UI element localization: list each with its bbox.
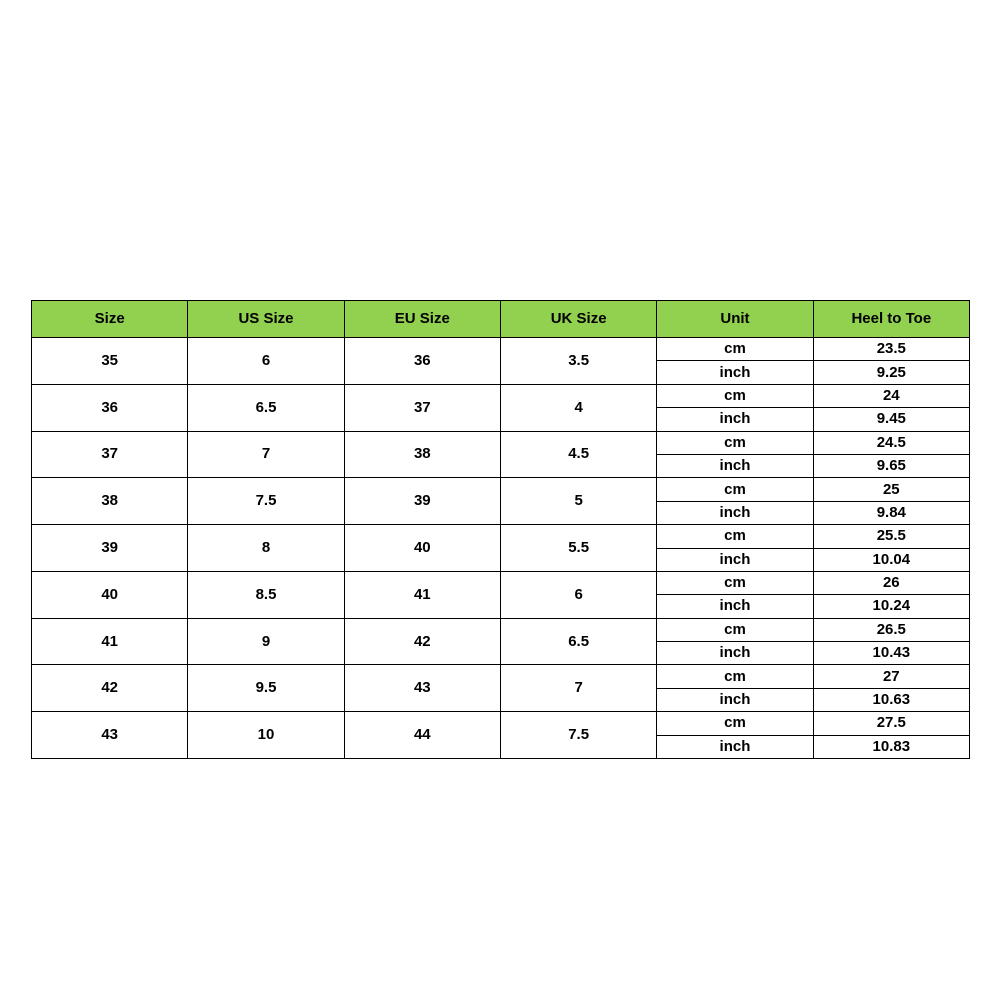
eu-size-cell: 42 xyxy=(344,618,500,665)
unit-cell: cm xyxy=(657,338,813,361)
heel-to-toe-cell: 10.83 xyxy=(813,735,969,758)
heel-to-toe-cell: 26 xyxy=(813,571,969,594)
uk-size-cell: 7.5 xyxy=(500,712,656,759)
heel-to-toe-cell: 27.5 xyxy=(813,712,969,735)
table-row xyxy=(32,431,970,454)
unit-cell: cm xyxy=(657,431,813,454)
unit-cell: cm xyxy=(657,618,813,641)
us-size-cell: 7.5 xyxy=(188,478,344,525)
heel-to-toe-cell: 10.43 xyxy=(813,642,969,665)
table-row xyxy=(32,338,970,361)
table-row xyxy=(32,571,970,594)
unit-cell: inch xyxy=(657,735,813,758)
header-unit: Unit xyxy=(657,301,813,338)
header-us-size: US Size xyxy=(188,301,344,338)
table-row xyxy=(32,712,970,735)
uk-size-cell: 5 xyxy=(500,478,656,525)
uk-size-cell: 4 xyxy=(500,384,656,431)
heel-to-toe-cell: 25 xyxy=(813,478,969,501)
header-row xyxy=(32,301,970,338)
size-cell: 43 xyxy=(32,712,188,759)
table-row xyxy=(32,618,970,641)
unit-cell: inch xyxy=(657,408,813,431)
eu-size-cell: 43 xyxy=(344,665,500,712)
us-size-cell: 8 xyxy=(188,525,344,572)
uk-size-cell: 6 xyxy=(500,571,656,618)
us-size-cell: 8.5 xyxy=(188,571,344,618)
eu-size-cell: 40 xyxy=(344,525,500,572)
eu-size-cell: 38 xyxy=(344,431,500,478)
table-row xyxy=(32,384,970,407)
unit-cell: cm xyxy=(657,478,813,501)
heel-to-toe-cell: 25.5 xyxy=(813,525,969,548)
table-row xyxy=(32,525,970,548)
uk-size-cell: 7 xyxy=(500,665,656,712)
size-cell: 38 xyxy=(32,478,188,525)
unit-cell: cm xyxy=(657,712,813,735)
us-size-cell: 9.5 xyxy=(188,665,344,712)
us-size-cell: 6 xyxy=(188,338,344,385)
table-row xyxy=(32,665,970,688)
unit-cell: inch xyxy=(657,642,813,665)
size-cell: 37 xyxy=(32,431,188,478)
header-size: Size xyxy=(32,301,188,338)
eu-size-cell: 41 xyxy=(344,571,500,618)
heel-to-toe-cell: 9.25 xyxy=(813,361,969,384)
unit-cell: inch xyxy=(657,688,813,711)
unit-cell: inch xyxy=(657,595,813,618)
size-cell: 42 xyxy=(32,665,188,712)
unit-cell: cm xyxy=(657,384,813,407)
header-heel-to-toe: Heel to Toe xyxy=(813,301,969,338)
table-body xyxy=(32,338,970,759)
us-size-cell: 6.5 xyxy=(188,384,344,431)
heel-to-toe-cell: 9.45 xyxy=(813,408,969,431)
heel-to-toe-cell: 9.65 xyxy=(813,454,969,477)
us-size-cell: 9 xyxy=(188,618,344,665)
unit-cell: cm xyxy=(657,665,813,688)
uk-size-cell: 6.5 xyxy=(500,618,656,665)
size-cell: 39 xyxy=(32,525,188,572)
heel-to-toe-cell: 10.04 xyxy=(813,548,969,571)
us-size-cell: 10 xyxy=(188,712,344,759)
unit-cell: inch xyxy=(657,454,813,477)
size-cell: 41 xyxy=(32,618,188,665)
unit-cell: cm xyxy=(657,571,813,594)
eu-size-cell: 36 xyxy=(344,338,500,385)
unit-cell: inch xyxy=(657,361,813,384)
heel-to-toe-cell: 23.5 xyxy=(813,338,969,361)
unit-cell: cm xyxy=(657,525,813,548)
header-uk-size: UK Size xyxy=(500,301,656,338)
heel-to-toe-cell: 9.84 xyxy=(813,501,969,524)
heel-to-toe-cell: 10.63 xyxy=(813,688,969,711)
uk-size-cell: 4.5 xyxy=(500,431,656,478)
size-cell: 35 xyxy=(32,338,188,385)
size-cell: 36 xyxy=(32,384,188,431)
unit-cell: inch xyxy=(657,548,813,571)
size-cell: 40 xyxy=(32,571,188,618)
uk-size-cell: 3.5 xyxy=(500,338,656,385)
us-size-cell: 7 xyxy=(188,431,344,478)
eu-size-cell: 44 xyxy=(344,712,500,759)
heel-to-toe-cell: 24 xyxy=(813,384,969,407)
heel-to-toe-cell: 24.5 xyxy=(813,431,969,454)
eu-size-cell: 37 xyxy=(344,384,500,431)
unit-cell: inch xyxy=(657,501,813,524)
heel-to-toe-cell: 26.5 xyxy=(813,618,969,641)
heel-to-toe-cell: 27 xyxy=(813,665,969,688)
size-chart-table xyxy=(31,300,970,759)
header-eu-size: EU Size xyxy=(344,301,500,338)
uk-size-cell: 5.5 xyxy=(500,525,656,572)
eu-size-cell: 39 xyxy=(344,478,500,525)
heel-to-toe-cell: 10.24 xyxy=(813,595,969,618)
table-row xyxy=(32,478,970,501)
